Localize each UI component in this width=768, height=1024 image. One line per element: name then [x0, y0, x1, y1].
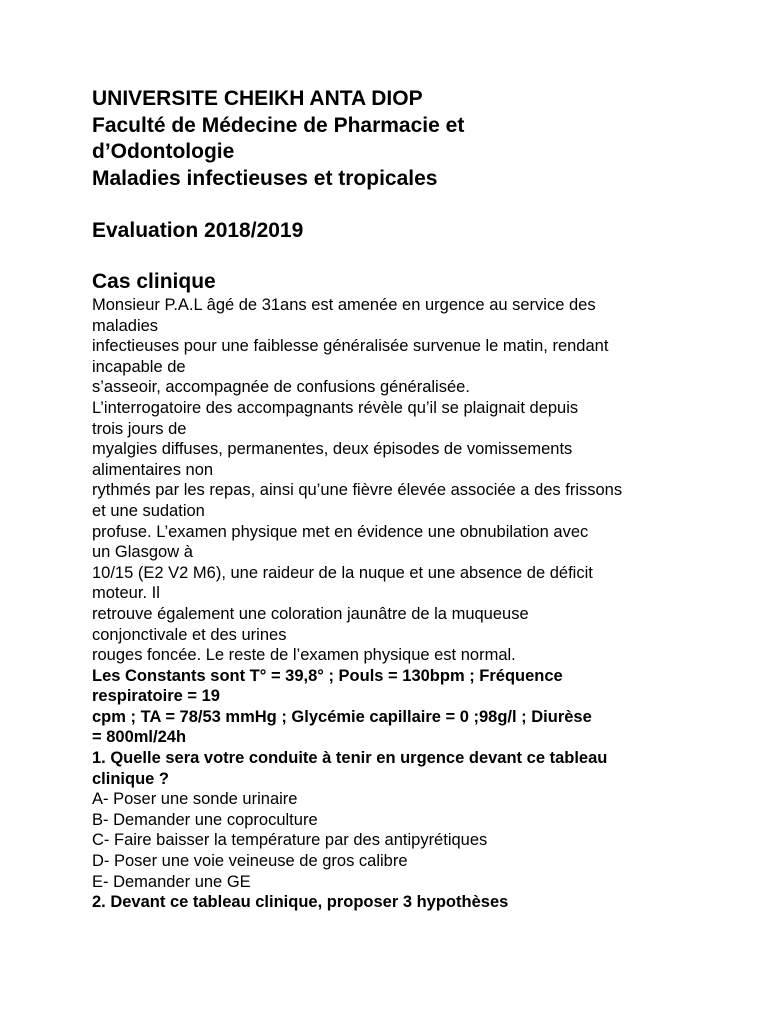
constants-line: cpm ; TA = 78/53 mmHg ; Glycémie capillaire = 0 ;98g/l ; Diurèse — [92, 707, 592, 726]
answer-options — [92, 789, 692, 892]
case-line: Monsieur P.A.L âgé de 31ans est amenée en urgence au service des — [92, 296, 596, 314]
question-1 — [92, 748, 692, 789]
option-d: D- Poser une voie veineuse de gros calibre — [92, 852, 408, 871]
department-name: Maladies infectieuses et tropicales — [92, 166, 438, 190]
case-text — [92, 295, 692, 666]
case-line: trois jours de — [92, 419, 187, 438]
case-line: retrouve également une coloration jaunâtre de la muqueuse — [92, 604, 529, 623]
case-line: et une sudation — [92, 501, 205, 520]
vital-constants — [92, 666, 692, 748]
case-line: un Glasgow à — [92, 543, 193, 562]
case-line: incapable de — [92, 357, 186, 376]
option-a: A- Poser une sonde urinaire — [92, 790, 298, 809]
case-line: moteur. Il — [92, 584, 160, 603]
question-1-line: clinique ? — [92, 769, 170, 788]
case-line: profuse. L’examen physique met en évidence une obnubilation avec — [92, 522, 589, 541]
case-line: s’asseoir, accompagnée de confusions généralisée. — [92, 378, 470, 397]
faculty-name-cont: d’Odontologie — [92, 140, 235, 163]
case-line: myalgies diffuses, permanentes, deux épisodes de vomissements — [92, 440, 573, 459]
case-line: 10/15 (E2 V2 M6), une raideur de la nuque et une absence de déficit — [92, 563, 593, 582]
option-e: E- Demander une GE — [92, 872, 251, 891]
case-line: rythmés par les repas, ainsi qu’une fièvre élevée associée a des frissons — [92, 481, 623, 500]
case-line: maladies — [92, 316, 159, 335]
case-line: alimentaires non — [92, 460, 214, 479]
case-line: infectieuses pour une faiblesse généralisée survenue le matin, rendant — [92, 337, 609, 356]
faculty-name: Faculté de Médecine de Pharmacie et — [92, 113, 465, 137]
case-line: L’interrogatoire des accompagnants révèle qu’il se plaignait depuis — [92, 398, 579, 417]
constants-line: respiratoire = 19 — [92, 687, 220, 706]
constants-line: = 800ml/24h — [92, 728, 187, 747]
constants-line: Les Constants sont T° = 39,8° ; Pouls = 130bpm ; Fréquence — [92, 666, 563, 685]
case-line: rouges foncée. Le reste de l’examen physique est normal. — [92, 646, 516, 665]
document-page — [92, 86, 692, 913]
case-line: conjonctivale et des urines — [92, 625, 287, 644]
question-1-line: 1. Quelle sera votre conduite à tenir en urgence devant ce tableau — [92, 749, 608, 768]
case-title: Cas clinique — [92, 269, 216, 293]
option-c: C- Faire baisser la température par des antipyrétiques — [92, 831, 488, 850]
evaluation-title: Evaluation 2018/2019 — [92, 219, 304, 242]
question-2: 2. Devant ce tableau clinique, proposer 3 hypothèses — [92, 893, 509, 912]
option-b: B- Demander une coproculture — [92, 810, 318, 829]
university-name: UNIVERSITE CHEIKH ANTA DIOP — [92, 87, 423, 110]
